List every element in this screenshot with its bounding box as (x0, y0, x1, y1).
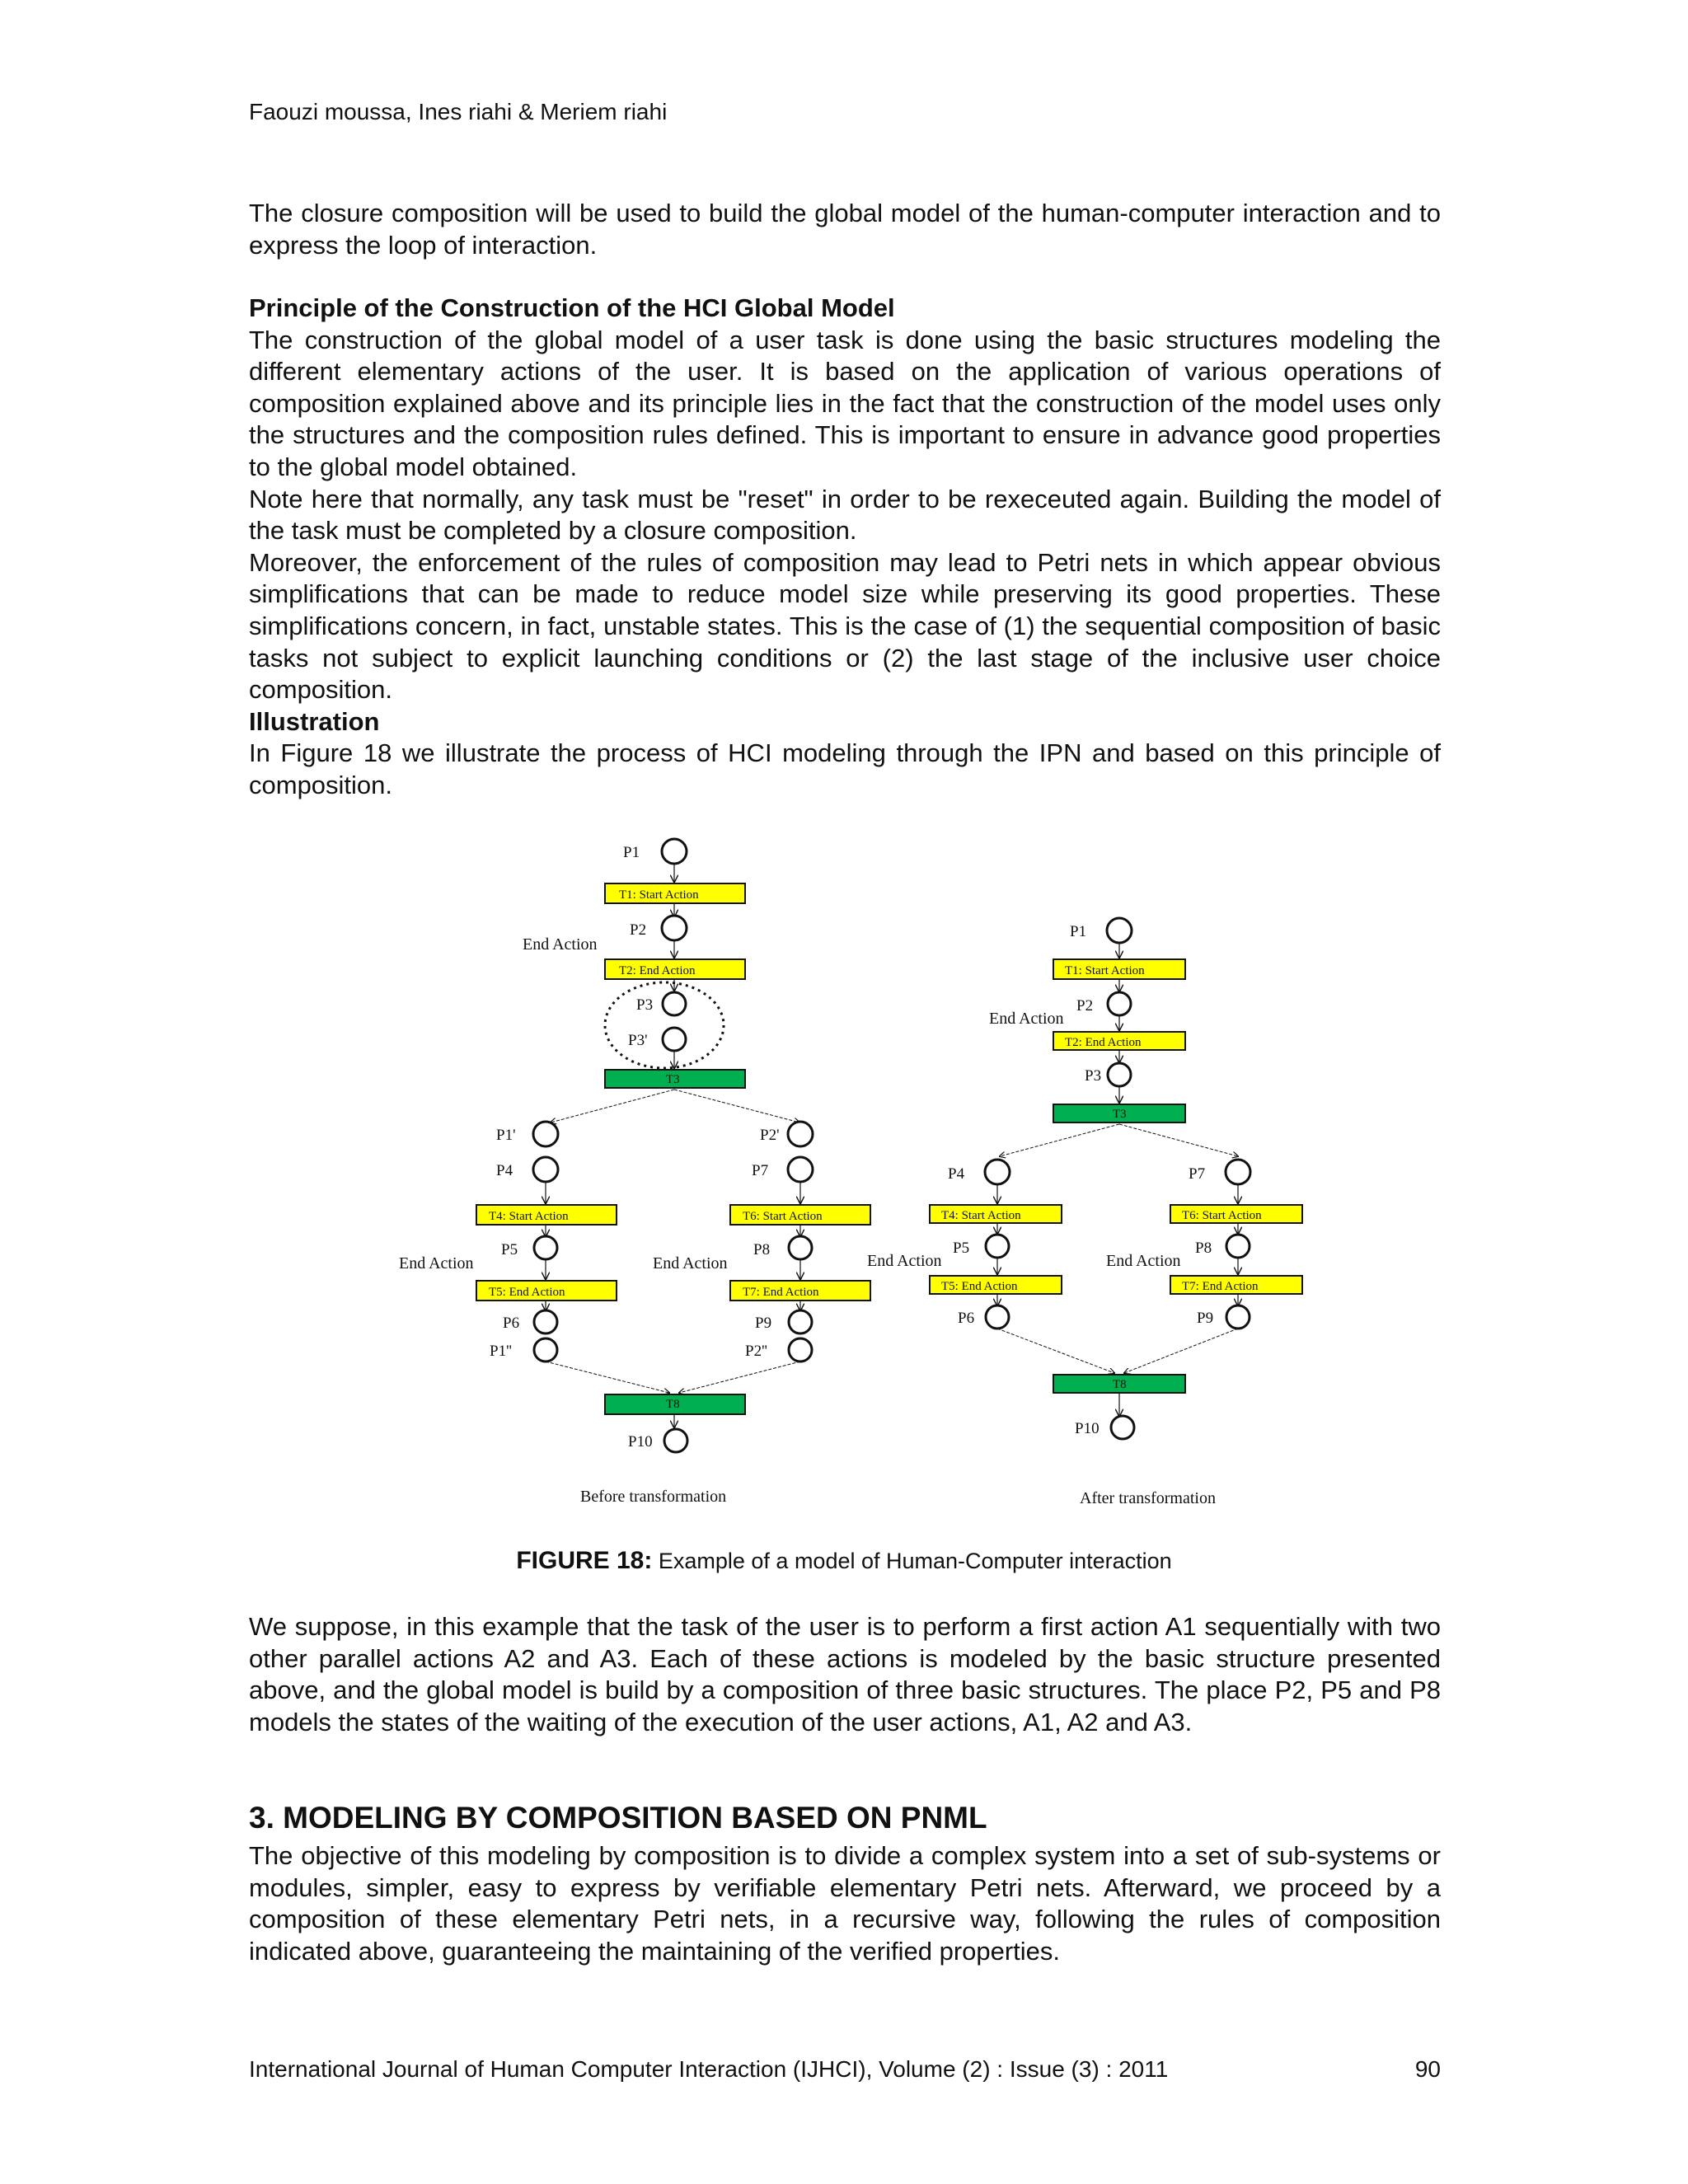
place-label-p1: P1 (623, 844, 640, 861)
transition-label-t7: T7: End Action (1182, 1280, 1259, 1293)
place-p1 (1107, 918, 1132, 943)
figure-caption-label: FIGURE 18: (516, 1547, 653, 1574)
figure-caption (0, 1547, 1688, 1575)
event-label: End Action (1106, 1252, 1181, 1270)
place-label-p3b: P3' (628, 1032, 648, 1049)
place-label-p3: P3 (1085, 1067, 1102, 1085)
event-label: End Action (989, 1010, 1064, 1028)
place-label-p7: P7 (1189, 1165, 1206, 1183)
place-label-p1b: P1' (496, 1127, 516, 1144)
place-p2 (1108, 992, 1131, 1015)
place-label-p6: P6 (503, 1315, 520, 1332)
place-label-p8: P8 (1195, 1240, 1212, 1257)
transition-label-t1: T1: Start Action (619, 888, 699, 902)
example-paragraph: We suppose, in this example that the task of the user is to perform a first action A1 sequentially with two other parallel actions A2 and A3. Each of these actions is modeled by the basic structure presented above, and the global model is build by a composition of three basic structures. The place P2, P5 and P8 models the states of the waiting of the execution of the user actions, A1, A2 and A3. (249, 1612, 1441, 1736)
place-p10 (664, 1429, 687, 1452)
arc (1000, 1124, 1119, 1156)
place-p7 (788, 1157, 813, 1182)
place-label-p8: P8 (753, 1241, 771, 1258)
arc (546, 1361, 669, 1393)
figure-18 (386, 824, 1339, 1521)
place-p8 (1226, 1235, 1250, 1258)
principle-heading: Principle of the Construction of the HCI Global Model (249, 293, 895, 322)
arc (551, 1090, 674, 1122)
transition-label-t4: T4: Start Action (489, 1210, 569, 1223)
transition-label-t6: T6: Start Action (743, 1210, 823, 1223)
transition-label-t5: T5: End Action (941, 1280, 1018, 1293)
before-caption: Before transformation (580, 1488, 727, 1506)
illustration-heading: Illustration (249, 706, 380, 736)
principle-paragraph-3: Moreover, the enforcement of the rules of composition may lead to Petri nets in which appear obvious simplifications that can be made to reduce model size while preserving its good properties. These simplifications concern, in fact, unstable states. This is the case of (1) the sequential composition of basic tasks not subject to explicit launching conditions or (2) the last stage of the inclusive user choice composition. (249, 547, 1441, 705)
place-label-p2: P2 (630, 921, 647, 939)
place-p4 (985, 1160, 1010, 1184)
place-p8 (789, 1236, 812, 1259)
place-label-p9: P9 (755, 1315, 772, 1332)
place-p1b (533, 1122, 558, 1146)
place-label-p5: P5 (501, 1241, 518, 1258)
transition-label-t4: T4: Start Action (941, 1209, 1021, 1222)
running-head: Faouzi moussa, Ines riahi & Meriem riahi (249, 99, 668, 124)
transition-label-t7: T7: End Action (743, 1286, 819, 1299)
illustration-paragraph: In Figure 18 we illustrate the process of HCI modeling through the IPN and based on this principle of composition. (249, 738, 1441, 799)
transition-label-t3: T3 (1113, 1108, 1127, 1121)
place-label-p10: P10 (628, 1433, 653, 1451)
figure-caption-text: Example of a model of Human-Computer interaction (652, 1549, 1172, 1573)
event-label: End Action (523, 935, 598, 954)
arc (997, 1329, 1114, 1373)
event-label: End Action (653, 1254, 728, 1272)
place-label-p1: P1 (1070, 923, 1087, 940)
transition-label-t2: T2: End Action (1065, 1036, 1142, 1049)
place-p10 (1111, 1416, 1134, 1439)
place-p2b (788, 1122, 813, 1146)
arc (1119, 1124, 1238, 1156)
place-label-p3: P3 (636, 996, 654, 1014)
page-footer (249, 2056, 1441, 2083)
place-label-p4: P4 (948, 1165, 965, 1183)
place-p9 (789, 1310, 812, 1333)
parallel-group-ellipse (605, 982, 724, 1068)
principle-paragraph-2: Note here that normally, any task must be "reset" in order to be rexeceuted again. Building the model of the task must be completed by a closure composition. (249, 484, 1441, 546)
place-label-p6: P6 (958, 1310, 975, 1327)
arc (679, 1361, 800, 1393)
event-label: End Action (399, 1254, 474, 1272)
section-3-body (249, 1840, 1441, 1967)
place-p6 (534, 1310, 557, 1333)
place-p5 (986, 1235, 1009, 1258)
arc (1124, 1329, 1238, 1373)
arc (674, 1090, 799, 1122)
place-label-p10: P10 (1075, 1420, 1100, 1437)
place-label-p5: P5 (953, 1240, 970, 1257)
petri-net-diagram (386, 824, 1339, 1521)
place-p1 (662, 839, 687, 864)
transition-label-t1: T1: Start Action (1065, 964, 1145, 977)
transition-label-t8: T8 (1113, 1378, 1127, 1391)
principle-paragraph-1: The construction of the global model of a user task is done using the basic structures modeling the different elementary actions of the user. It is based on the application of various operations of composition explained above and its principle lies in the fact that the construction of the model uses only the structures and the composition rules defined. This is important to ensure in advance good properties to the global model obtained. (249, 325, 1441, 481)
example-section (249, 1611, 1441, 1738)
place-p3 (663, 992, 686, 1015)
place-label-p2c: P2'' (745, 1343, 767, 1360)
place-label-p2b: P2' (760, 1127, 780, 1144)
place-p6 (986, 1305, 1009, 1329)
place-p2c (789, 1338, 812, 1361)
intro-section (249, 198, 1441, 261)
place-label-p7: P7 (752, 1162, 769, 1179)
place-p1c (534, 1338, 557, 1361)
place-p3 (1108, 1063, 1131, 1086)
place-label-p4: P4 (496, 1162, 513, 1179)
page-number: 90 (1414, 2056, 1441, 2082)
place-label-p2: P2 (1076, 997, 1094, 1015)
section-3-paragraph: The objective of this modeling by composition is to divide a complex system into a set of sub-systems or modules, simpler, easy to express by verifiable elementary Petri nets. Afterward, we proceed by a composition of these elementary Petri nets, in a recursive way, following the rules of composition indicated above, guaranteeing the maintaining of the verified properties. (249, 1841, 1441, 1966)
place-p4 (533, 1157, 558, 1182)
place-label-p9: P9 (1197, 1310, 1214, 1327)
before-net (399, 839, 870, 1506)
place-p7 (1226, 1160, 1250, 1184)
place-p5 (534, 1236, 557, 1259)
transition-label-t2: T2: End Action (619, 964, 696, 977)
intro-paragraph: The closure composition will be used to build the global model of the human-computer interaction and to express the loop of interaction. (249, 199, 1441, 260)
after-net (867, 918, 1302, 1507)
journal-citation: International Journal of Human Computer Interaction (IJHCI), Volume (2) : Issue (3) : 2011 (249, 2056, 1169, 2082)
place-p9 (1226, 1305, 1250, 1329)
after-caption: After transformation (1080, 1489, 1216, 1507)
principle-section (249, 293, 1441, 802)
transition-label-t3: T3 (666, 1073, 680, 1086)
place-p2 (662, 916, 687, 940)
transition-label-t5: T5: End Action (489, 1286, 565, 1299)
place-label-p1c: P1'' (490, 1343, 512, 1360)
section-3-title: 3. MODELING BY COMPOSITION BASED ON PNML (249, 1801, 987, 1835)
event-label: End Action (867, 1252, 942, 1270)
place-p3b (663, 1028, 686, 1051)
transition-label-t8: T8 (666, 1398, 680, 1411)
transition-label-t6: T6: Start Action (1182, 1209, 1262, 1222)
